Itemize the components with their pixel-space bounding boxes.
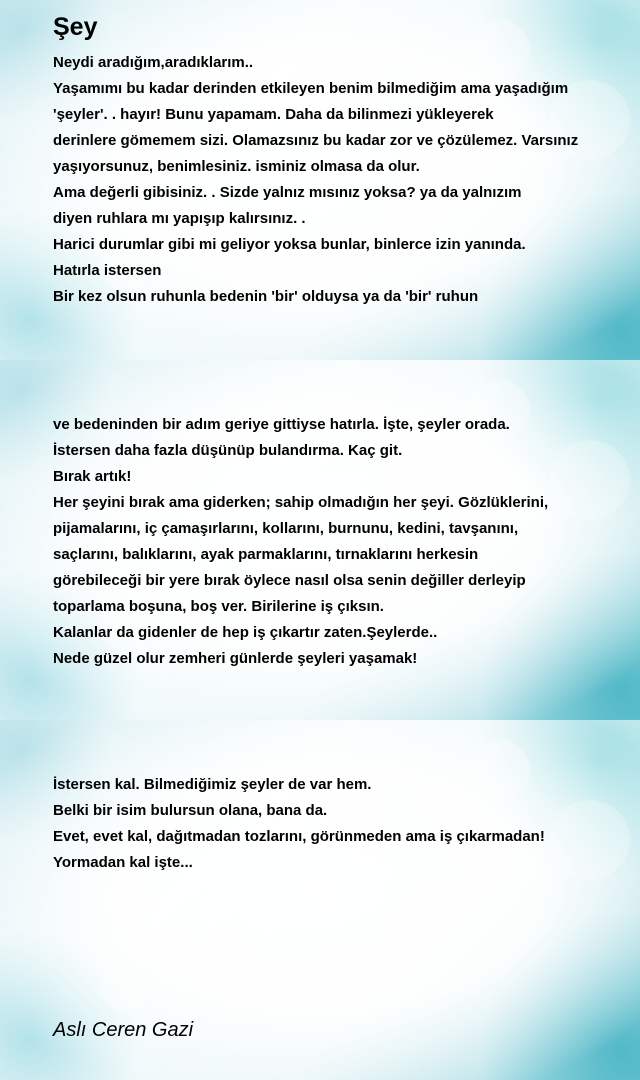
poem-line: İstersen kal. Bilmediğimiz şeyler de var hem. (53, 776, 372, 793)
poem-line: Hatırla istersen (53, 262, 162, 279)
poem-stanza-2 (53, 412, 633, 672)
poem-line: 'şeyler'. . hayır! Bunu yapamam. Daha da bilinmezi yükleyerek (53, 106, 494, 123)
poem-title: Şey (53, 13, 98, 41)
poem-line: Kalanlar da gidenler de hep iş çıkartır zaten.Şeylerde.. (53, 624, 438, 641)
poem-line: Harici durumlar gibi mi geliyor yoksa bunlar, binlerce izin yanında. (53, 236, 526, 253)
poem-line: Nede güzel olur zemheri günlerde şeyleri yaşamak! (53, 650, 418, 667)
poem-line: toparlama boşuna, boş ver. Birilerine iş çıksın. (53, 598, 384, 615)
poem-line: görebileceği bir yere bırak öylece nasıl olsa senin değiller derleyip (53, 572, 526, 589)
poem-line: yaşıyorsunuz, benimlesiniz. isminiz olmasa da olur. (53, 158, 420, 175)
poem-line: Bırak artık! (53, 468, 132, 485)
poem-line: Evet, evet kal, dağıtmadan tozlarını, görünmeden ama iş çıkarmadan! (53, 828, 545, 845)
poem-line: diyen ruhlara mı yapışıp kalırsınız. . (53, 210, 306, 227)
poem-line: Yaşamımı bu kadar derinden etkileyen benim bilmediğim ama yaşadığım (53, 80, 569, 97)
poem-line: Ama değerli gibisiniz. . Sizde yalnız mısınız yoksa? ya da yalnızım (53, 184, 522, 201)
poem-line: Bir kez olsun ruhunla bedenin 'bir' olduysa ya da 'bir' ruhun (53, 288, 479, 305)
poem-line: pijamalarını, iç çamaşırlarını, kollarını, burnunu, kedini, tavşanını, (53, 520, 519, 537)
poem-line: saçlarını, balıklarını, ayak parmaklarını, tırnaklarını herkesin (53, 546, 479, 563)
poem-line: İstersen daha fazla düşünüp bulandırma. Kaç git. (53, 442, 403, 459)
poem-panel-2 (0, 360, 640, 720)
poem-panel-1 (0, 0, 640, 360)
poem-panel-3 (0, 720, 640, 1080)
poem-stanza-1 (53, 50, 633, 310)
poem-line: Yormadan kal işte... (53, 854, 193, 871)
poem-line: derinlere gömemem sizi. Olamazsınız bu kadar zor ve çözülemez. Varsınız (53, 132, 579, 149)
poem-line: ve bedeninden bir adım geriye gittiyse hatırla. İşte, şeyler orada. (53, 416, 510, 433)
poem-line: Neydi aradığım,aradıklarım.. (53, 54, 254, 71)
poem-line: Belki bir isim bulursun olana, bana da. (53, 802, 328, 819)
poem-stanza-3 (53, 772, 633, 876)
poem-line: Her şeyini bırak ama giderken; sahip olmadığın her şeyi. Gözlüklerini, (53, 494, 549, 511)
poem-author: Aslı Ceren Gazi (53, 1019, 194, 1041)
